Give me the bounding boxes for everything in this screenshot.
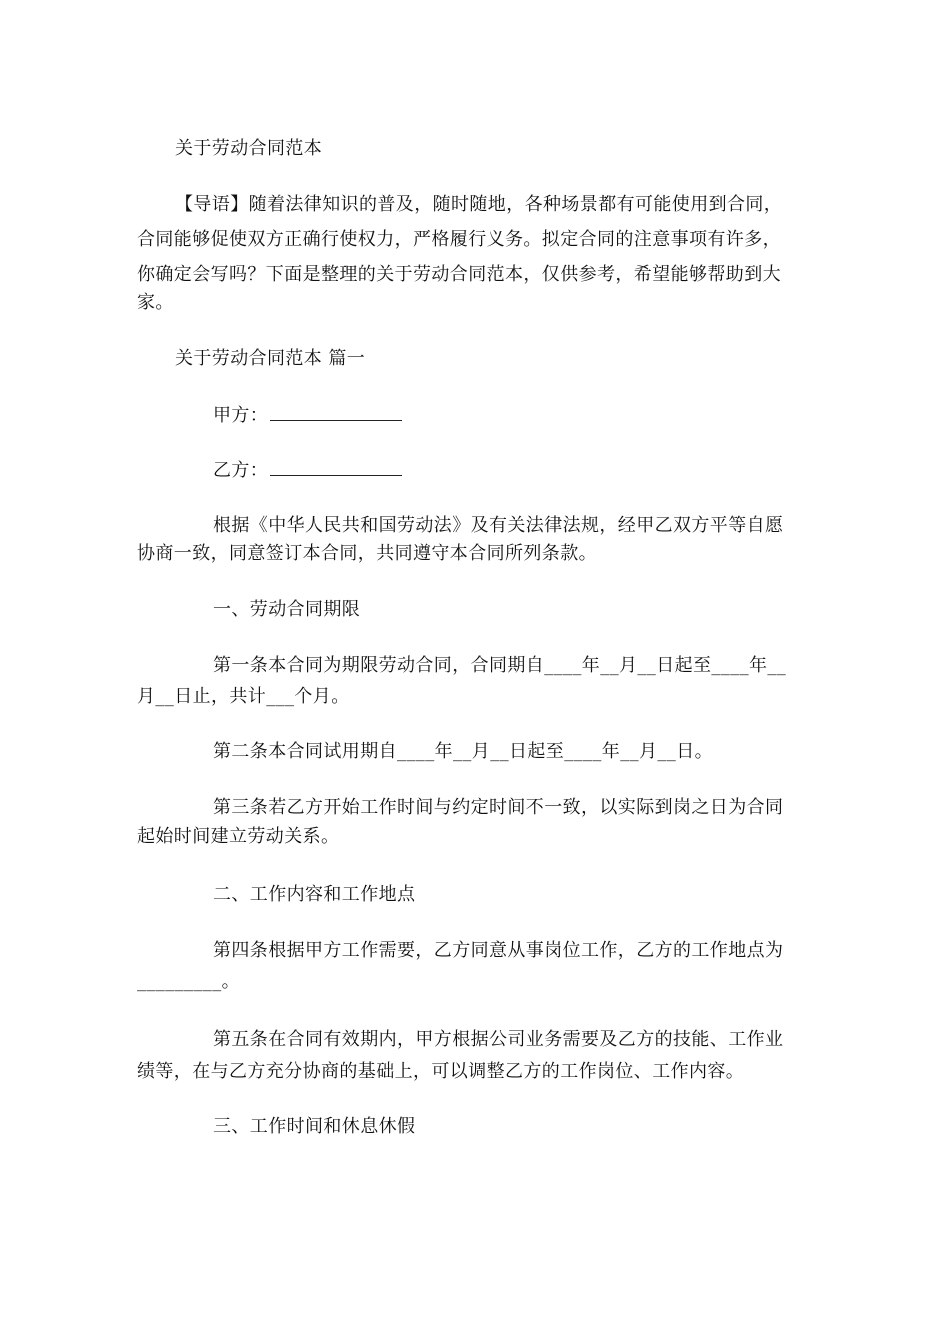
intro-line-4: 家。 (137, 292, 174, 313)
article-5-line-2: 绩等，在与乙方充分协商的基础上，可以调整乙方的工作岗位、工作内容。 (137, 1061, 745, 1082)
article-1-line-1: 第一条本合同为期限劳动合同，合同期自____年__月__日起至____年__ (213, 655, 787, 676)
article-2: 第二条本合同试用期自____年__月__日起至____年__月__日。 (213, 741, 713, 762)
heading-hours: 三、工作时间和休息休假 (213, 1116, 416, 1137)
article-3-line-2: 起始时间建立劳动关系。 (137, 826, 340, 847)
heading-work: 二、工作内容和工作地点 (213, 884, 416, 905)
article-5-line-1: 第五条在合同有效期内，甲方根据公司业务需要及乙方的技能、工作业 (213, 1029, 784, 1050)
preamble-line-2: 协商一致，同意签订本合同，共同遵守本合同所列条款。 (137, 543, 597, 564)
article-1-line-2: 月__日止，共计___个月。 (137, 686, 350, 707)
party-b-blank (270, 459, 402, 476)
intro-line-1: 【导语】随着法律知识的普及，随时随地，各种场景都有可能使用到合同， (175, 194, 783, 215)
party-a-line (213, 404, 402, 427)
article-4-line-2: _________。 (137, 971, 240, 992)
preamble-line-1: 根据《中华人民共和国劳动法》及有关法律法规，经甲乙双方平等自愿 (213, 515, 784, 536)
section-title: 关于劳动合同范本 篇一 (175, 348, 366, 369)
heading-term: 一、劳动合同期限 (213, 599, 361, 620)
article-3-line-1: 第三条若乙方开始工作时间与约定时间不一致，以实际到岗之日为合同 (213, 797, 784, 818)
party-b-line (213, 459, 402, 482)
intro-line-2: 合同能够促使双方正确行使权力，严格履行义务。拟定合同的注意事项有许多， (137, 229, 781, 250)
party-a-label: 甲方： (213, 405, 269, 426)
party-b-label: 乙方： (213, 460, 269, 481)
party-a-blank (270, 404, 402, 421)
intro-line-3: 你确定会写吗？下面是整理的关于劳动合同范本，仅供参考，希望能够帮助到大 (137, 264, 781, 285)
document-title: 关于劳动合同范本 (175, 138, 323, 159)
article-4-line-1: 第四条根据甲方工作需要，乙方同意从事岗位工作，乙方的工作地点为 (213, 940, 784, 961)
